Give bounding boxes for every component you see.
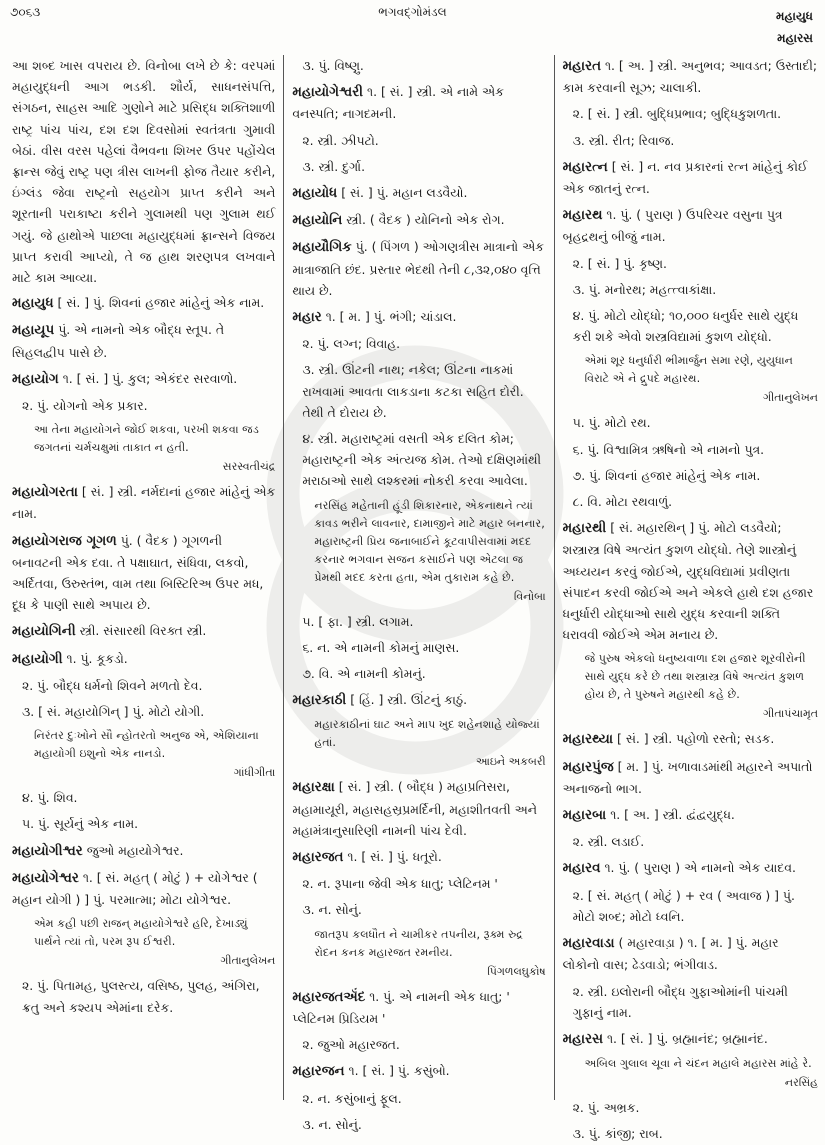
- entry-definition: ૧. [ સં. ] સ્ત્રી. એ નામે એક વનસ્પતિ; નાગદમની.: [292, 84, 504, 122]
- entry-headword: મહાયોનિ: [292, 212, 343, 229]
- entry-definition: પું. ( પિંગળ ) ઓગણત્રીસ માત્રાનો એક માત્રાજાતિ છંદ. પ્રસ્તાર ભેદથી તેની ૮,૩૨,૦૪૦ વૃત્તિ થાય છે.: [292, 239, 544, 298]
- sense-definition: ૩. પું. કાંજી; રાબ.: [572, 1126, 663, 1142]
- sense-definition: ૨. જુઓ મહારજત.: [302, 1037, 400, 1053]
- entry-headword: મહાયૌગિક: [292, 239, 352, 256]
- dictionary-entry: [12, 530, 275, 616]
- sense-definition: ૫. પું. મોટો રથ.: [572, 415, 651, 431]
- dictionary-entry: [12, 481, 275, 524]
- guide-words: [776, 5, 813, 49]
- citation-quote: આ તેના મહાયોગને જોઈ શકવા, પરખી શકવા જડ જગતનાં ચર્મચક્ષુમાં તાકાત ન હતી.: [34, 423, 259, 455]
- entry-headword: મહાયોગરતા: [12, 484, 78, 501]
- entry-headword: મહારથી: [562, 520, 607, 537]
- sense-definition: ૨. પું. અભ્રક.: [572, 1100, 640, 1116]
- dictionary-entry: [12, 319, 275, 362]
- guide-word-first: મહાયુધ: [776, 9, 813, 23]
- sense-definition: ૨. સ્ત્રી. ઇલોરાની બૌદ્ધ ગુફાઓમાંની પાંચમી ગુફાનું નામ.: [572, 983, 788, 1020]
- sense-definition: ૩. પું. વિષ્ણુ.: [302, 58, 364, 73]
- dictionary-entry: [563, 804, 818, 826]
- entry-headword: મહારક્ષા: [292, 779, 335, 796]
- book-title: ભગવદ્ગોમંડલ: [378, 5, 447, 19]
- page-header: [0, 0, 825, 52]
- sense-definition: ૩. સ્ત્રી. ઊંટની નાથ; નકેલ; ઊંટના નાકમાં રાખવામાં આવતા લાકડાના કટકા સહિત દોરી. તેથી તે દોરાય છે.: [302, 362, 524, 420]
- sense-definition: ૪. સ્ત્રી. મહારાષ્ટ્રમાં વસતી એક દલિત કોમ; મહારાષ્ટ્રની એક અંત્યજ કોમ. તેઓ દક્ષિણમાંથી મરાઠાઓ સાથે લશ્કરમાં નોકરી કરવા આવેલા.: [302, 431, 542, 489]
- guide-word-last: મહારસ: [777, 31, 813, 45]
- dictionary-entry: [563, 156, 818, 199]
- sense-definition: ૭. પું. શિવનાં હજાર માંહેનું એક નામ.: [572, 467, 761, 483]
- page-number: ૭૦૬૩: [10, 5, 41, 19]
- entry-definition: ( મહારવાડ઼ા ) ૧. [ મ. ] પું. મહાર લોકોનો વાસ; ઢેડવાડો; ભંગીવાડ.: [562, 935, 779, 973]
- entry-headword: મહાયોગિની: [12, 623, 76, 640]
- entry-definition: સ્ત્રી. સંસારથી વિરક્ત સ્ત્રી.: [79, 623, 207, 639]
- sense-definition: ૭. વિ. એ નામની કોમનું.: [302, 666, 426, 682]
- entry-definition: ૧. [ સં. ] પું. કસુંબો.: [348, 1063, 450, 1079]
- citation-quote: મહારકાઠીનાં ઘાટ અને માપ ખુદ શહેનશાહે યોજ્યાં હતાં.: [314, 718, 540, 750]
- citation-source: આઇને અકબરી: [475, 755, 546, 769]
- entry-headword: મહારવાડા: [562, 935, 615, 952]
- dictionary-entry: [12, 867, 275, 910]
- entry-headword: મહાયોગ: [12, 370, 59, 387]
- entry-definition: ૧. [ અ. ] સ્ત્રી. અનુભવ; આવડત; ઉસ્તાદી; કામ કરવાની સૂઝ; ચાલાકી.: [562, 58, 818, 96]
- citation-source: ગાંધીગીતા: [233, 766, 276, 780]
- entry-definition: પું. ( વૈદક ) ગૂગળની બનાવટની એક દવા. તે પક્ષાઘાત, સંધિવા, લકવો, અર્દિતવા, ઉરુસ્તંભ, વામ તથા બિસ્ટિરિઅ ઉપર મધ, દૂધ કે પાણી સાથે અપાય છે.: [12, 532, 264, 613]
- entry-headword: મહારપુંજ: [562, 758, 614, 775]
- sense-definition: ૩. પું. મનોરથ; મહત્ત્વાકાંક્ષા.: [572, 281, 717, 297]
- entry-definition: ૧. [ અ. ] સ્ત્રી. દ્વંદ્વયુદ્ધ.: [610, 807, 735, 823]
- entry-definition: ૧. [ સં. ] પું. ધતૂરો.: [347, 849, 442, 865]
- sense-definition: ૩. ન. સોનું.: [302, 902, 362, 918]
- dictionary-entry: [292, 236, 545, 301]
- citation-quote: જાતરૂપ કલધૌત ને ચામીકર તપનીય, રૂક્મ રુદ્ર રોદન કનક મહારજત રમનીય.: [314, 927, 523, 959]
- column-2: [284, 55, 554, 1132]
- sense-definition: ૫. પું. સૂર્યનું એક નામ.: [22, 816, 139, 832]
- dictionary-entry: [563, 728, 818, 750]
- entry-definition: ૧. પું. ( પુરાણ ) એ નામનો એક યાદવ.: [604, 860, 796, 876]
- entry-headword: મહારકાઠી: [292, 692, 347, 709]
- sense-definition: ૮. વિ. મોટા રથવાળું.: [572, 494, 673, 510]
- entry-headword: મહાયોગરાજ ગૂગળ: [12, 532, 117, 549]
- entry-headword: મહારથ્યા: [562, 731, 614, 748]
- dictionary-columns: [12, 55, 818, 1142]
- dictionary-entry: [563, 517, 818, 645]
- entry-headword: મહારજતઍંદ: [292, 988, 366, 1005]
- dictionary-entry: [292, 986, 545, 1029]
- citation-quote: અબિલ ગુલાલ ચૂવા ને ચંદન મહાલે મહારસ માંહે રે.: [584, 1057, 812, 1071]
- continued-paragraph: આ શબ્દ ખાસ વપરાય છે. વિનોબા લખે છે કે: વરપમાં મહાયુદ્ધની આગ ભડકી. શૌર્ય, સાધનસંપત્તિ, સંગઠન, સાહસ આદિ ગુણોને માટે પ્રસિદ્ધ શક્તિશાળી રાષ્ટ્ર પાંચ પાંચ, દશ દશ દિવસોમાં સ્વતંત્રતા ગુમાવી બેઠાં. વીસ વરસ પહેલાં વૈભવના શિખર ઉપર પહોંચેલ ફ્રાન્સ જેવું રાષ્ટ્ર પણ ત્રીસ લાખની ફોજ તૈયાર કરીને, ઇંગ્લંડ જેવા રાષ્ટ્રનો સહયોગ પ્રાપ્ત કરીને અને શૂરતાની પરાકાષ્ટા કરીને ગુલામથી પણ ગુલામ થઈ ગયું. જે હાથોએ પાછલા મહાયુદ્ધમાં ફ્રાન્સને વિજય પ્રાપ્ત કરાવી આપ્યો, તે જ હાથ શરણપત્ર લખવાને માટે કામ આવ્યા.: [12, 58, 276, 286]
- entry-headword: મહારજન: [292, 1063, 345, 1080]
- entry-headword: મહાયૂપ: [12, 322, 55, 339]
- entry-definition: ૧. [ સં. ] પું. કુલ; એકંદર સરવાળો.: [62, 370, 238, 386]
- sense-definition: ૩. સ્ત્રી. દુર્ગા.: [302, 158, 366, 174]
- dictionary-entry: [292, 81, 545, 124]
- dictionary-entry: [292, 1060, 545, 1082]
- sense-definition: ૨. સ્ત્રી. ઝીપટો.: [302, 132, 379, 148]
- sense-definition: ૩. [ સં. મહાયોગિન્ ] પું. મોટો યોગી.: [22, 704, 205, 720]
- sense-definition: ૨. ન. કસુંબાનું ફૂલ.: [302, 1090, 402, 1106]
- sense-definition: ૬. પું. વિશ્વામિત્ર ઋષિનો એ નામનો પુત્ર.: [572, 441, 765, 457]
- entry-definition: [ સં. ] પું. મહાન લડવૈયો.: [341, 185, 468, 201]
- dictionary-entry: [563, 857, 818, 879]
- entry-definition: [ સં. મહારથિન્ ] પું. મોટો લડવૈયો; શસ્ત્રાસ્ત્ર વિષે અત્યંત કુશળ યોદ્ધો. તેણે શાસ્ત્રોનું અધ્યયન કરવું જોઈએ, યુદ્ધવિદ્યામાં પ્રવીણતા સંપાદન કરવી જોઈએ અને એકલે હાથે દશ હજાર ધનુર્ધારી યોદ્ધાઓ સાથે યુદ્ધ કરવાની શક્તિ ધરાવવી જોઈએ એમ મનાય છે.: [562, 520, 814, 643]
- sense-definition: ૨. [ સં. ] સ્ત્રી. બુદ્ધિપ્રભાવ; બુદ્ધિકુશળતા.: [572, 106, 782, 122]
- entry-headword: મહાર: [292, 309, 322, 326]
- dictionary-entry: [12, 620, 275, 642]
- dictionary-entry: [563, 756, 818, 799]
- entry-definition: [ સં. ] સ્ત્રી. પહોળો રસ્તો; સડક.: [617, 731, 775, 747]
- sense-definition: ૨. [ સં. ] પું. કૃષ્ણ.: [572, 255, 667, 271]
- entry-definition: ૧. [ સં. મહત્ ( મોટું ) + યોગેશ્વર ( મહાન યોગી ) ] પું. પરમાત્મા; મોટા યોગેશ્વર.: [12, 869, 258, 908]
- sense-definition: ૫. [ ફા. ] સ્ત્રી. લગામ.: [302, 613, 414, 629]
- dictionary-entry: [563, 1028, 818, 1050]
- entry-headword: મહાયુધ: [12, 295, 54, 312]
- dictionary-entry: [292, 182, 545, 204]
- dictionary-entry: [292, 209, 545, 231]
- entry-definition: [ સં. ] સ્ત્રી. ( બૌદ્ધ ) મહાપ્રતિસરા, મહામાયૂરી, મહાસહસ્રપ્રમર્દિની, મહાશીતવતી અને મહામંત્રાનુસારિણી નામની પાંચ દેવી.: [292, 779, 537, 838]
- sense-definition: ૩. ન. સોનું.: [302, 1116, 362, 1132]
- citation-quote: એમાં શૂર ધનુર્ધારી ભીમાર્જુન સમા રણે, યુયુધાન વિરાટે એ ને દ્રુપદે મહારથ.: [584, 354, 793, 386]
- entry-definition: [ સં. ] ન. નવ પ્રકારનાં રત્ન માંહેનું કોઈ એક જાતનું રત્ન.: [562, 158, 808, 197]
- entry-definition: ૧. પું. કૂકડો.: [66, 650, 128, 666]
- sense-definition: ૨. ન. રૂપાના જેવી એક ધાતુ; પ્લેટિનમ ': [302, 876, 498, 892]
- citation-quote: નિરંતર દુઃખોને સૌ ન્હોતરતો અનુજ એ, એશિયાના મહાયોગી ઇશુનો એક નાનડો.: [34, 729, 259, 761]
- citation-quote: નરસિંહ મહેતાની હૂંડી શિકારનાર, એકનાથને ત્યાં કાવડ ભરીને લાવનાર, દામાજીને માટે મહાર બનનાર, મહારાષ્ટ્રની પ્રિય જનાબાઈને કૂટવાપીસવામાં મદદ કરનાર ભગવાન સજન કસાઈને પણ એટલા જ પ્રેમથી મદદ કરતા હતા, એમ તુકારામ કહે છે.: [314, 498, 545, 584]
- entry-headword: મહારત્ન: [562, 158, 608, 175]
- column-3: [555, 55, 818, 1142]
- dictionary-entry: [563, 55, 818, 98]
- citation-source: વિનોબા: [513, 589, 546, 603]
- dictionary-entry: [12, 648, 275, 670]
- citation-source: નરસિંહ: [784, 1076, 818, 1090]
- entry-headword: મહાયોગી: [12, 650, 63, 667]
- entry-headword: મહાયોગેશ્વરી: [292, 84, 364, 101]
- dictionary-entry: [563, 204, 818, 247]
- entry-headword: મહારસ: [562, 1030, 604, 1047]
- citation-quote: જે પુરુષ એકલો ધનુષ્યવાળા દશ હજાર શૂરવીરોની સાથે યુદ્ધ કરે છે તથા શસ્ત્રાસ્ત્ર વિષે અત્યંત કુશળ હોય છે, તે પુરુષને મહારથી કહે છે.: [584, 652, 806, 702]
- entry-headword: મહારજત: [292, 849, 344, 866]
- dictionary-entry: [12, 368, 275, 390]
- sense-definition: ૨. પું. લગ્ન; વિવાહ.: [302, 336, 401, 352]
- entry-headword: મહારવ: [562, 860, 601, 877]
- entry-headword: મહારથ: [562, 207, 603, 224]
- entry-definition: ૧. [ મ. ] પું. ભંગી; ચાંડાલ.: [325, 309, 457, 325]
- citation-source: ગીતાનુલેખન: [763, 391, 818, 405]
- entry-definition: જુઓ મહાયોગેશ્વર.: [86, 842, 184, 858]
- column-1: [12, 55, 284, 1100]
- dictionary-entry: [292, 689, 545, 711]
- sense-definition: ૪. પું. શિવ.: [22, 790, 78, 806]
- dictionary-entry: [292, 846, 545, 868]
- entry-headword: મહાયોધ: [292, 185, 338, 202]
- entry-definition: [ મ. ] પું. ખળાવાડમાંથી મહારને અપાતો અનાજનો ભાગ.: [562, 758, 813, 796]
- citation-quote: એમ કહી પછી રાજન્ મહાયોગેશ્વરે હરિ, દેખાડ્યું પાર્થને ત્યાં તો, પરમ રૂપ ઈશ્વરી.: [34, 917, 248, 949]
- entry-definition: ૧. [ સં. ] પું. બ્રહ્માનંદ; બ્રહ્માનંદ.: [606, 1030, 768, 1046]
- entry-headword: મહારત: [562, 58, 602, 74]
- sense-definition: ૨. સ્ત્રી. લડાઈ.: [572, 834, 645, 850]
- dictionary-entry: [12, 840, 275, 862]
- sense-definition: ૨. પું. બૌદ્ધ ધર્મનો શિવને મળતો દેવ.: [22, 677, 203, 693]
- entry-headword: મહાયોગીશ્વર: [12, 842, 83, 859]
- citation-source: ગીતાપંચામૃત: [763, 707, 818, 721]
- citation-source: પિંગળલઘુકોષ: [487, 964, 546, 978]
- entry-definition: સ્ત્રી. ( વૈદક ) યોનિનો એક રોગ.: [346, 212, 505, 228]
- dictionary-entry: [12, 292, 275, 314]
- citation-source: ગીતાનુલેખન: [220, 954, 276, 968]
- citation-source: સરસ્વતીચંદ્ર: [222, 460, 276, 474]
- sense-definition: ૨. પું. પિતામહ, પુલસ્ત્ય, વસિષ્ઠ, પુલહ, અંગિરા, ક્રતુ અને કશ્યપ એમાંના દરેક.: [22, 978, 260, 1015]
- entry-definition: [ સં. ] પું. શિવનાં હજાર માંહેનું એક નામ.: [57, 295, 265, 311]
- sense-definition: ૨. પું. યોગનો એક પ્રકાર.: [22, 398, 148, 414]
- entry-definition: [ હિં. ] સ્ત્રી. ઊંટનું કાઠું.: [350, 692, 468, 708]
- dictionary-entry: [292, 776, 545, 841]
- sense-definition: ૩. સ્ત્રી. રીત; રિવાજ.: [572, 132, 675, 148]
- entry-headword: મહાયોગેશ્વર: [12, 869, 79, 886]
- entry-definition: [ સં. ] સ્ત્રી. નર્મદાનાં હજાર માંહેનું એક નામ.: [12, 484, 276, 522]
- sense-definition: ૨. [ સં. મહત્ ( મોટું ) + રવ ( અવાજ ) ] પું. મોટો શબ્દ; મોટો ધ્વનિ.: [572, 887, 795, 924]
- entry-definition: પું. એ નામનો એક બૌદ્ધ સ્તૂપ. તે સિહલદ્વીપ પાસે છે.: [12, 322, 225, 360]
- sense-definition: ૪. પું. મોટો યોદ્ધો; ૧૦,૦૦૦ ધનુર્ધર સાથે યુદ્ધ કરી શકે એવો શસ્ત્રવિદ્યામાં કુશળ યોદ્ધો.: [572, 308, 799, 345]
- sense-definition: ૬. ન. એ નામની કોમનું માણસ.: [302, 639, 460, 655]
- entry-headword: મહારબા: [562, 807, 607, 824]
- entry-definition: ૧. પું. ( પુરાણ ) ઉપરિચર વસુના પુત્ર બૃહદ્રથનું બીજું નામ.: [562, 207, 783, 245]
- dictionary-entry: [563, 932, 818, 975]
- entry-definition: ૧. પું. એ નામની એક ધાતુ; ' પ્લેટિનમ પ્રિડિયમ ': [292, 988, 510, 1026]
- dictionary-entry: [292, 306, 545, 328]
